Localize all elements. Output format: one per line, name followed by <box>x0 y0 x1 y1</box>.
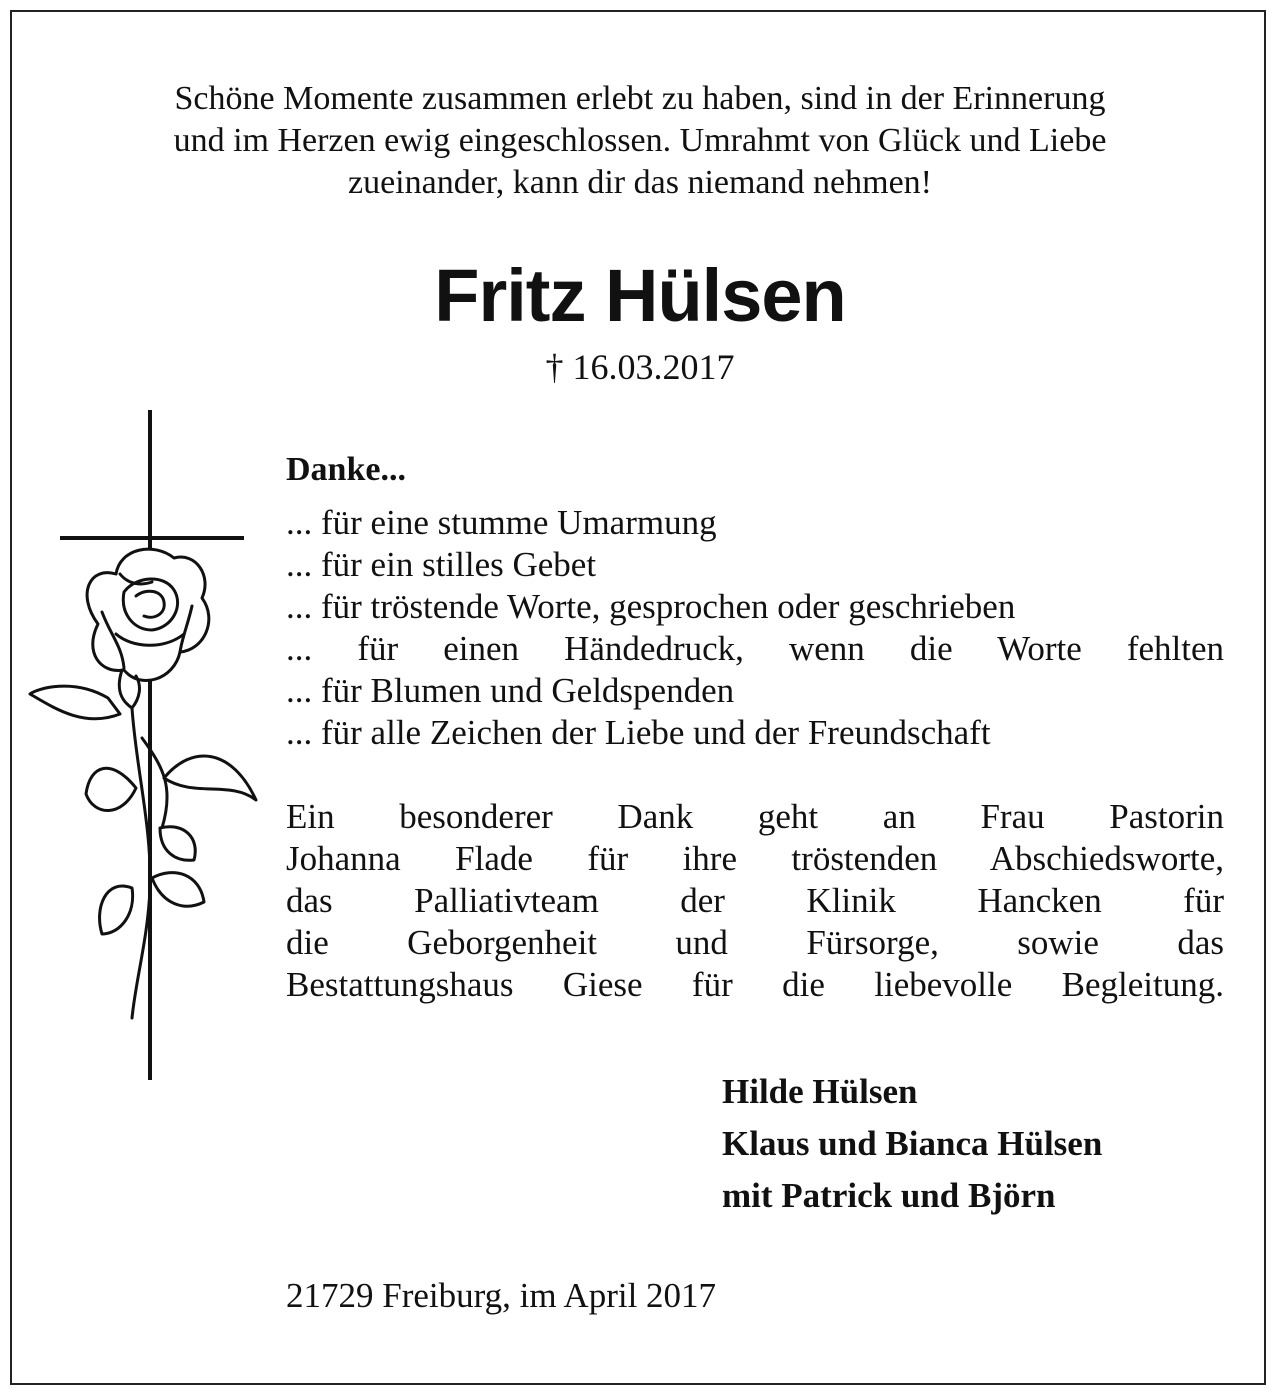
paragraph-line: die Geborgenheit und Fürsorge, sowie das <box>286 923 1224 962</box>
list-item: ... für ein stilles Gebet <box>286 545 597 584</box>
list-item: ... für alle Zeichen der Liebe und der Freundschaft <box>286 713 991 752</box>
paragraph-line: Bestattungshaus Giese für die liebevolle Begleitung. <box>286 965 1224 1004</box>
signature-name: Klaus und Bianca Hülsen <box>722 1124 1103 1163</box>
rose-icon <box>30 549 256 1018</box>
cross-and-rose-emblem <box>24 408 274 1088</box>
special-thanks-paragraph <box>286 796 1224 1006</box>
paragraph-line: Ein besonderer Dank geht an Frau Pastorin <box>286 797 1224 836</box>
list-item: ... für tröstende Worte, gesprochen oder geschrieben <box>286 587 1016 626</box>
signature-name: mit Patrick und Björn <box>722 1176 1056 1215</box>
verse-line: und im Herzen ewig eingeschlossen. Umrahmt von Glück und Liebe <box>173 122 1107 159</box>
verse-line: zueinander, kann dir das niemand nehmen! <box>348 164 932 201</box>
verse-line: Schöne Momente zusammen erlebt zu haben, sind in der Erinnerung <box>174 80 1106 117</box>
cross-icon <box>60 410 244 1080</box>
list-item: ... für Blumen und Geldspenden <box>286 671 735 710</box>
thanks-heading: Danke... <box>286 451 406 488</box>
memorial-verse <box>40 78 1240 204</box>
signatures <box>722 1066 1102 1222</box>
list-item: ... für eine stumme Umarmung <box>286 503 717 542</box>
paragraph-line: Johanna Flade für ihre tröstenden Abschiedsworte, <box>286 839 1224 878</box>
thanks-list <box>286 502 1224 754</box>
paragraph-line: das Palliativteam der Klinik Hancken für <box>286 881 1224 920</box>
deceased-name: Fritz Hülsen <box>434 254 846 337</box>
list-item: ... für einen Händedruck, wenn die Worte fehlten <box>286 629 1224 668</box>
death-date: † 16.03.2017 <box>545 347 735 387</box>
place-and-date: 21729 Freiburg, im April 2017 <box>286 1276 717 1315</box>
signature-name: Hilde Hülsen <box>722 1072 918 1111</box>
